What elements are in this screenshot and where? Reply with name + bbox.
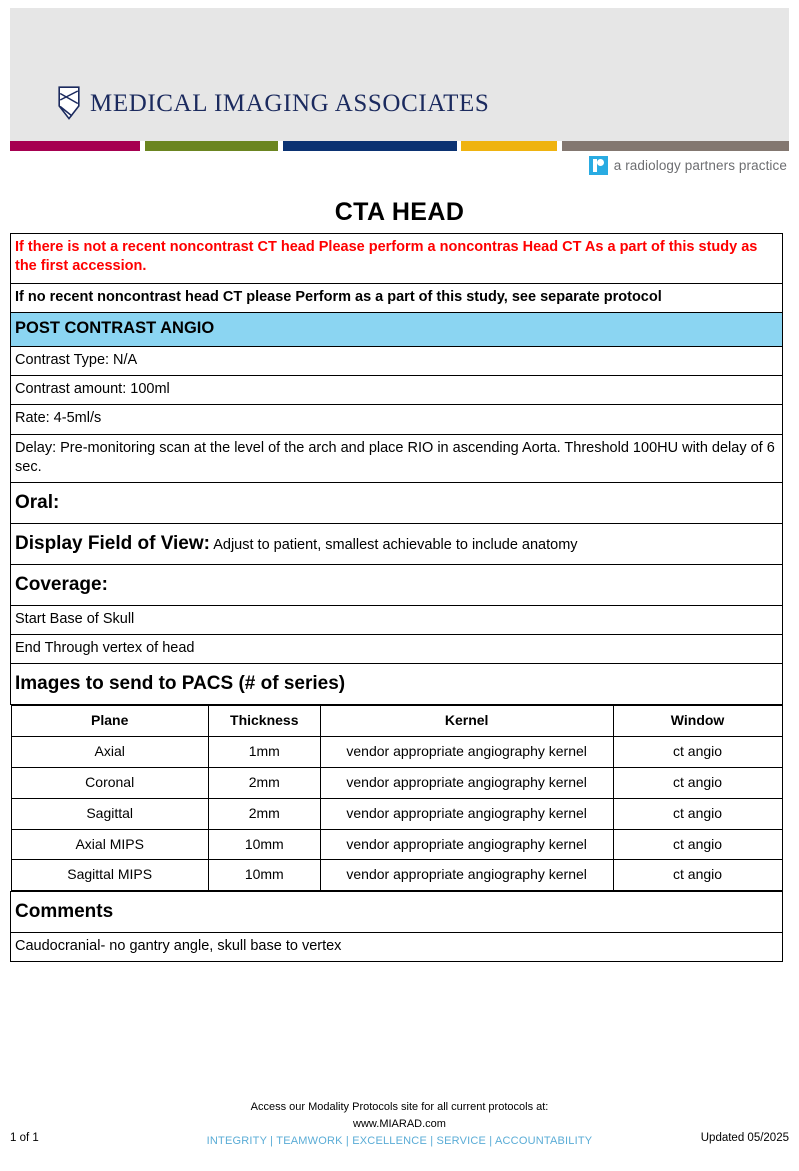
- rate-row: Rate: 4-5ml/s: [11, 405, 783, 434]
- pacs-header-row: [11, 706, 782, 737]
- cell-window: ct angio: [613, 860, 782, 891]
- cell-thickness: 2mm: [208, 798, 320, 829]
- cell-window: ct angio: [613, 829, 782, 860]
- table-row: [11, 664, 783, 705]
- table-row: [11, 482, 783, 523]
- cell-kernel: vendor appropriate angiography kernel: [320, 860, 613, 891]
- table-row: [11, 798, 782, 829]
- table-row: [11, 860, 782, 891]
- cell-thickness: 10mm: [208, 860, 320, 891]
- radiology-partners-tagline: [589, 156, 787, 175]
- strip-segment-5: [562, 141, 789, 151]
- table-row: [11, 767, 782, 798]
- pacs-table-container: [11, 705, 783, 892]
- table-row: [11, 564, 783, 605]
- table-row: [11, 705, 783, 892]
- contrast-amount-row: Contrast amount: 100ml: [11, 376, 783, 405]
- table-row: [11, 347, 783, 376]
- coverage-end-row: End Through vertex of head: [11, 635, 783, 664]
- page-footer: [0, 1099, 799, 1159]
- cell-plane: Axial: [11, 737, 208, 768]
- cell-window: ct angio: [613, 798, 782, 829]
- column-header-thickness: Thickness: [208, 706, 320, 737]
- table-row: [11, 434, 783, 482]
- oral-label: Oral:: [15, 491, 60, 513]
- company-name: MEDICAL IMAGING ASSOCIATES: [90, 89, 490, 117]
- cell-plane: Sagittal: [11, 798, 208, 829]
- cell-window: ct angio: [613, 737, 782, 768]
- table-row: [11, 376, 783, 405]
- display-fov-value: Adjust to patient, smallest achievable to include anatomy: [209, 536, 578, 553]
- strip-segment-4: [461, 141, 557, 151]
- footer-website[interactable]: www.MIARAD.com: [353, 1118, 446, 1131]
- table-row: [11, 635, 783, 664]
- table-row: [11, 284, 783, 313]
- oral-row: [11, 482, 783, 523]
- coverage-row: [11, 564, 783, 605]
- cell-kernel: vendor appropriate angiography kernel: [320, 737, 613, 768]
- cell-kernel: vendor appropriate angiography kernel: [320, 829, 613, 860]
- footer-access-line: Access our Modality Protocols site for all current protocols at:: [250, 1101, 549, 1113]
- brand-color-strip: [10, 141, 789, 151]
- section-header-post-contrast-angio: POST CONTRAST ANGIO: [11, 313, 783, 347]
- pacs-heading: Images to send to PACS (# of series): [11, 664, 783, 705]
- footer-updated-date: Updated 05/2025: [700, 1132, 789, 1144]
- cell-kernel: vendor appropriate angiography kernel: [320, 798, 613, 829]
- table-row: [11, 933, 783, 962]
- cell-plane: Coronal: [11, 767, 208, 798]
- warning-text: If there is not a recent noncontrast CT head Please perform a noncontras Head CT As a part of this study as the first accession.: [11, 234, 783, 284]
- display-fov-row: [11, 523, 783, 564]
- table-row: [11, 892, 783, 933]
- company-logo: [58, 86, 489, 120]
- shield-icon: [58, 86, 80, 120]
- strip-segment-1: [10, 141, 140, 151]
- cell-thickness: 1mm: [208, 737, 320, 768]
- protocol-table: [10, 233, 783, 962]
- table-row: [11, 234, 783, 284]
- coverage-label: Coverage:: [15, 573, 108, 595]
- table-row: [11, 405, 783, 434]
- note-text: If no recent noncontrast head CT please Perform as a part of this study, see separate protocol: [11, 284, 783, 313]
- cell-window: ct angio: [613, 767, 782, 798]
- column-header-plane: Plane: [11, 706, 208, 737]
- cell-thickness: 2mm: [208, 767, 320, 798]
- pacs-series-table: [11, 705, 783, 891]
- table-row: [11, 606, 783, 635]
- display-fov-label: Display Field of View:: [15, 532, 210, 554]
- column-header-window: Window: [613, 706, 782, 737]
- coverage-start-row: Start Base of Skull: [11, 606, 783, 635]
- contrast-type-row: Contrast Type: N/A: [11, 347, 783, 376]
- partners-tagline-text: a radiology partners practice: [613, 158, 787, 173]
- letterhead-banner: [10, 8, 789, 141]
- comments-heading: Comments: [11, 892, 783, 933]
- table-row: [11, 829, 782, 860]
- table-row: [11, 313, 783, 347]
- page-title: CTA HEAD: [334, 198, 465, 226]
- footer-values-line: INTEGRITY | TEAMWORK | EXCELLENCE | SERVICE | ACCOUNTABILITY: [206, 1135, 593, 1148]
- radiology-partners-logo-icon: [589, 156, 608, 175]
- delay-row: Delay: Pre-monitoring scan at the level of the arch and place RIO in ascending Aorta. Threshold 100HU with delay of 6 sec.: [11, 434, 783, 482]
- cell-plane: Sagittal MIPS: [11, 860, 208, 891]
- footer-center-block: [0, 1099, 799, 1150]
- comments-value: Caudocranial- no gantry angle, skull base to vertex: [11, 933, 783, 962]
- cell-thickness: 10mm: [208, 829, 320, 860]
- footer-page-number: 1 of 1: [10, 1132, 39, 1144]
- table-row: [11, 737, 782, 768]
- strip-segment-2: [145, 141, 278, 151]
- cell-kernel: vendor appropriate angiography kernel: [320, 767, 613, 798]
- strip-segment-3: [283, 141, 457, 151]
- table-row: [11, 523, 783, 564]
- cell-plane: Axial MIPS: [11, 829, 208, 860]
- column-header-kernel: Kernel: [320, 706, 613, 737]
